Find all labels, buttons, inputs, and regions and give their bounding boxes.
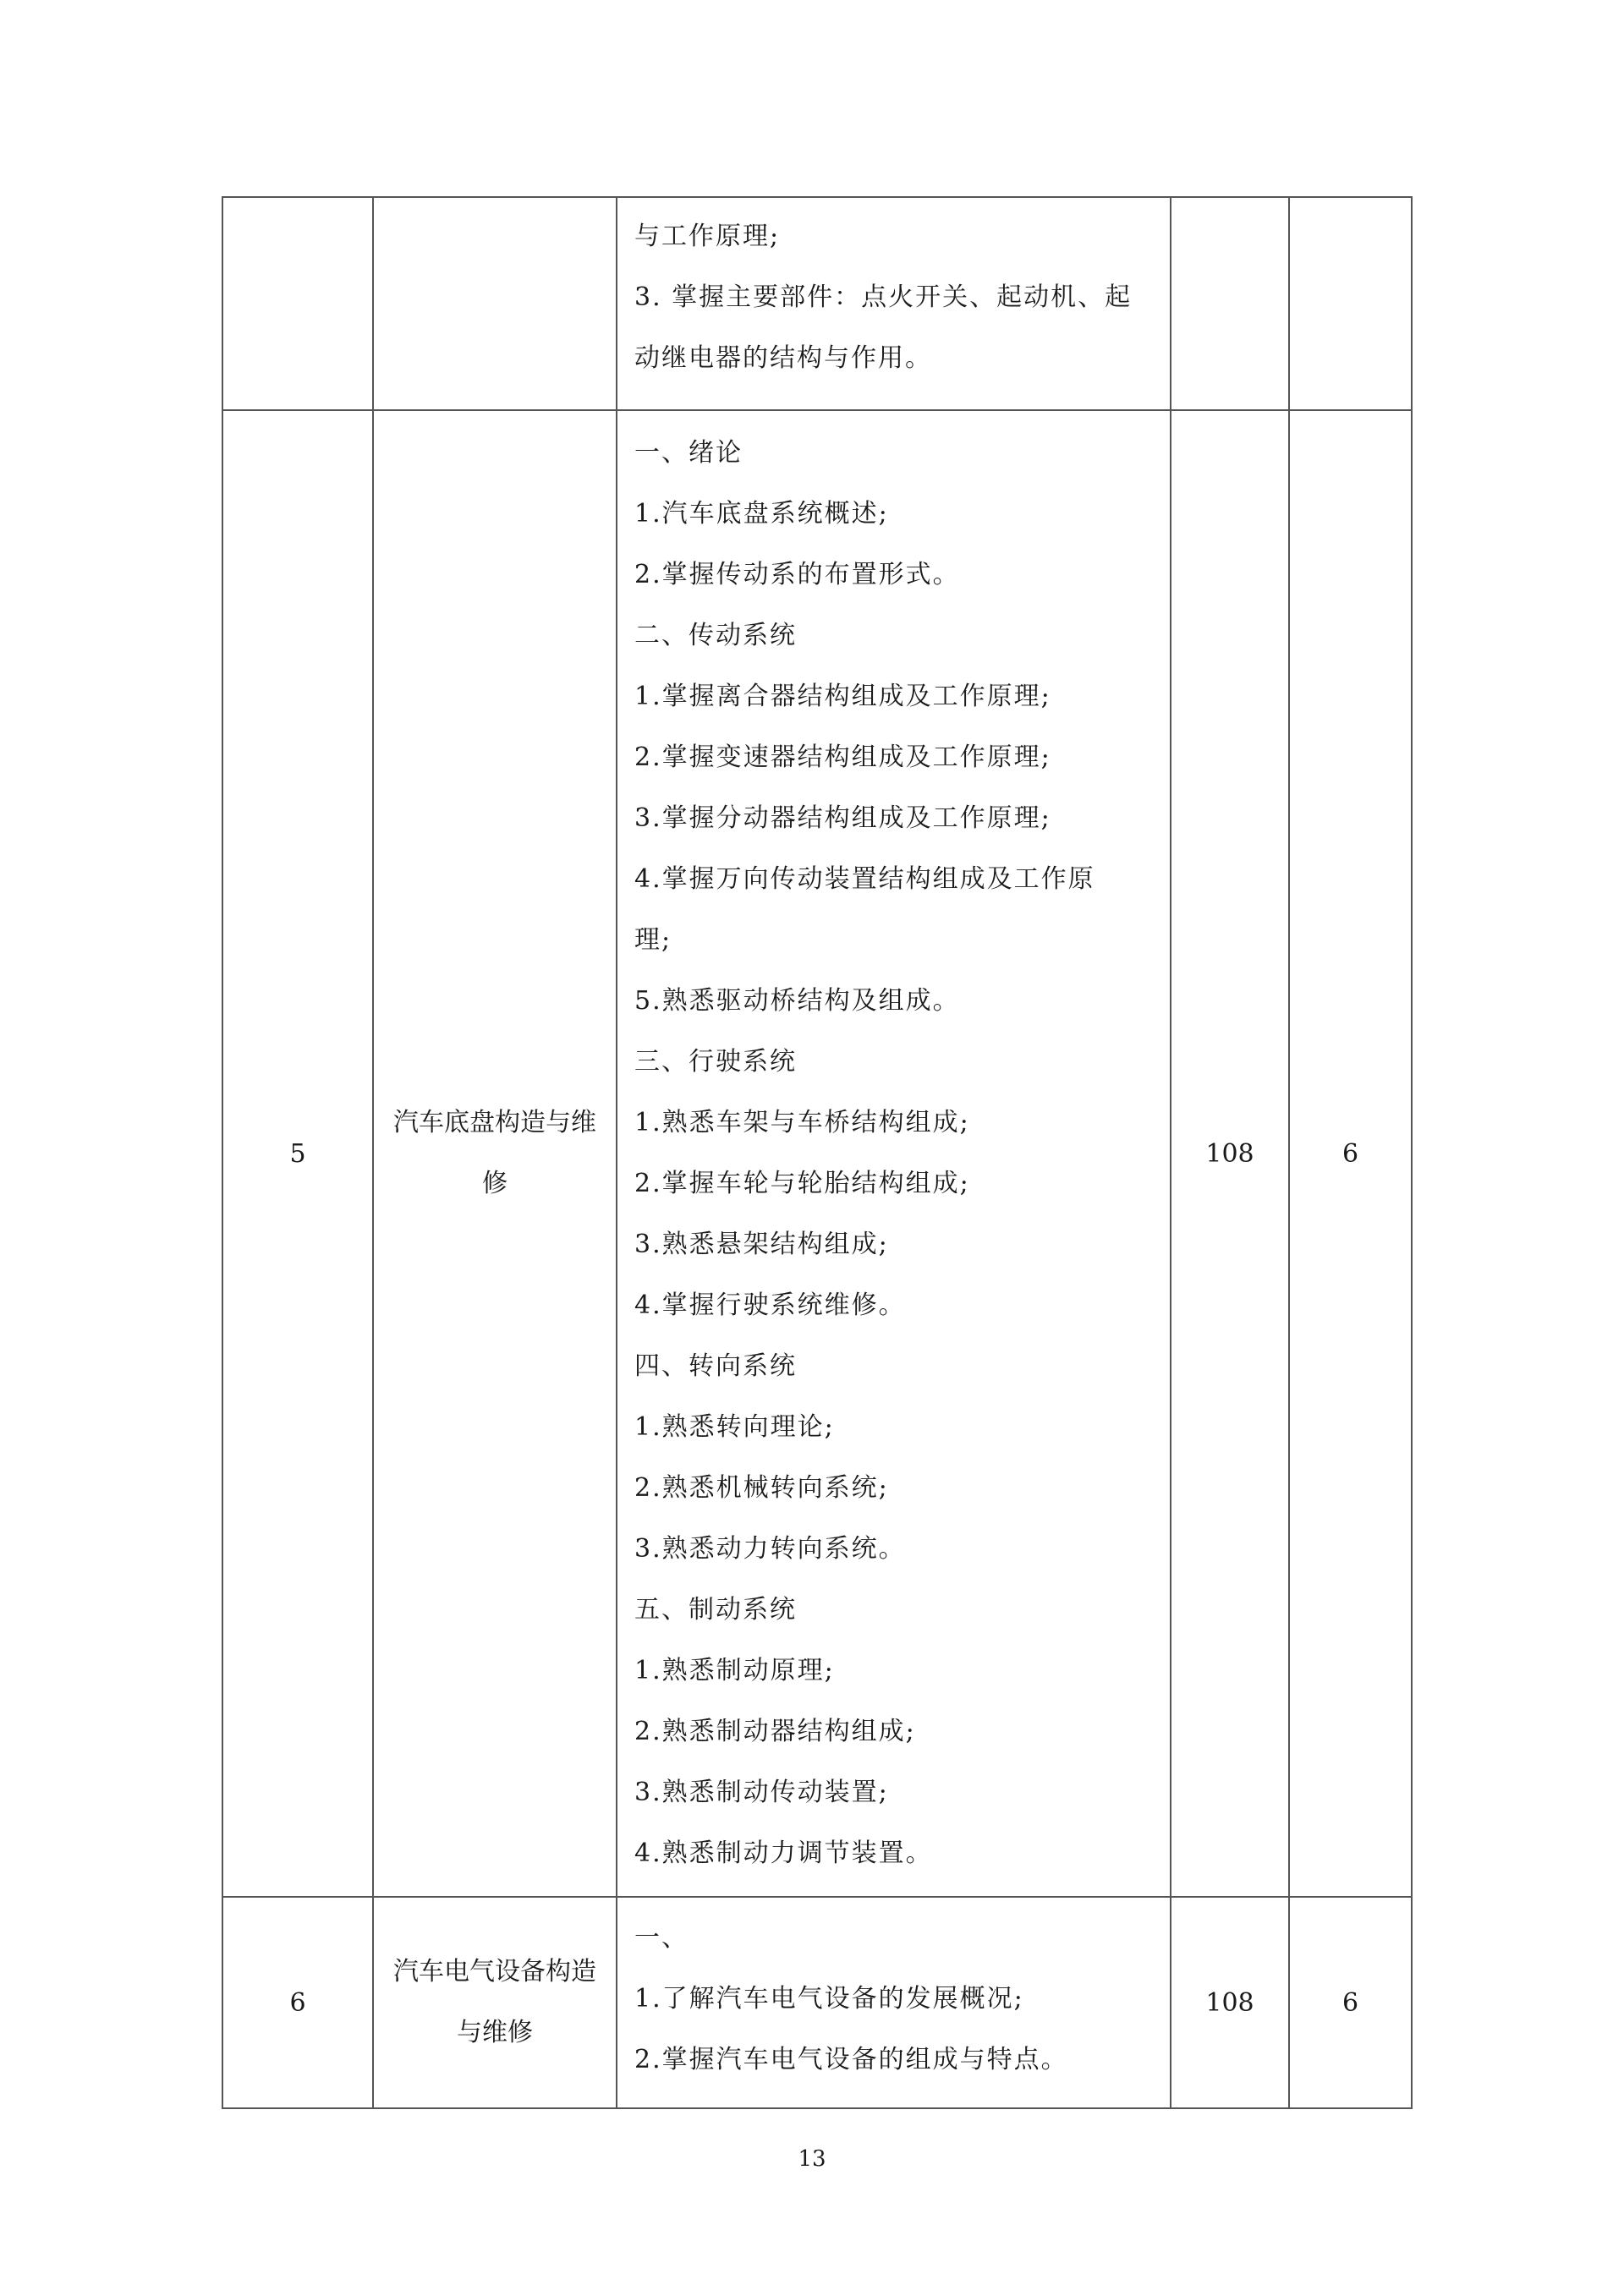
content-line: 2.掌握车轮与轮胎结构组成; [634, 1169, 970, 1198]
content-line: 1.熟悉制动原理; [634, 1656, 835, 1685]
content-line: 1.了解汽车电气设备的发展概况; [634, 1984, 1024, 2014]
table-row [222, 410, 1412, 1897]
content-line: 3.熟悉制动传动装置; [634, 1778, 889, 1807]
content-line: 三、行驶系统 [634, 1047, 797, 1077]
content-line: 1.汽车底盘系统概述; [634, 499, 889, 529]
course-credits-cell [1289, 197, 1412, 410]
content-line: 2.熟悉机械转向系统; [634, 1473, 889, 1503]
course-content-list [617, 1898, 1170, 2092]
content-line: 一、绪论 [634, 438, 743, 468]
course-hours-cell: 108 [1171, 410, 1289, 1897]
content-line: 2.掌握变速器结构组成及工作原理; [634, 743, 1051, 772]
course-name-cell: 汽车底盘构造与维修 [373, 410, 617, 1897]
course-table [222, 196, 1413, 2109]
content-line: 五、制动系统 [634, 1595, 797, 1625]
content-line: 一、 [634, 1923, 689, 1953]
course-number-cell [222, 197, 373, 410]
content-line: 理; [634, 925, 672, 955]
content-line: 四、转向系统 [634, 1351, 797, 1381]
content-line: 与工作原理; [634, 222, 781, 251]
content-line: 5.熟悉驱动桥结构及组成。 [634, 986, 960, 1016]
course-content-cell [617, 197, 1171, 410]
course-hours-cell [1171, 197, 1289, 410]
content-line: 1.熟悉转向理论; [634, 1412, 835, 1442]
course-hours-cell: 108 [1171, 1897, 1289, 2108]
table-row [222, 1897, 1412, 2108]
course-content-cell [617, 1897, 1171, 2108]
table-row [222, 197, 1412, 410]
course-content-list [617, 411, 1170, 1891]
content-line: 1.熟悉车架与车桥结构组成; [634, 1108, 970, 1137]
content-line: 3. 掌握主要部件：点火开关、起动机、起 [634, 282, 1133, 312]
course-credits-cell: 6 [1289, 410, 1412, 1897]
content-line: 二、传动系统 [634, 621, 797, 650]
content-line: 动继电器的结构与作用。 [634, 343, 932, 373]
content-line: 3.熟悉动力转向系统。 [634, 1534, 906, 1564]
content-line: 4.掌握行驶系统维修。 [634, 1290, 906, 1320]
course-content-list [617, 198, 1170, 396]
content-line: 3.掌握分动器结构组成及工作原理; [634, 803, 1051, 833]
course-number-cell: 5 [222, 410, 373, 1897]
content-line: 3.熟悉悬架结构组成; [634, 1230, 889, 1259]
page-number: 13 [798, 2146, 826, 2172]
content-line: 4.熟悉制动力调节装置。 [634, 1838, 933, 1868]
content-line: 2.掌握传动系的布置形式。 [634, 560, 960, 589]
course-number-cell: 6 [222, 1897, 373, 2108]
content-line: 2.熟悉制动器结构组成; [634, 1717, 916, 1746]
content-line: 4.掌握万向传动装置结构组成及工作原 [634, 864, 1095, 894]
course-name-cell [373, 197, 617, 410]
content-line: 2.掌握汽车电气设备的组成与特点。 [634, 2045, 1068, 2074]
course-credits-cell: 6 [1289, 1897, 1412, 2108]
course-name-cell: 汽车电气设备构造与维修 [373, 1897, 617, 2108]
course-content-cell [617, 410, 1171, 1897]
content-line: 1.掌握离合器结构组成及工作原理; [634, 682, 1051, 711]
